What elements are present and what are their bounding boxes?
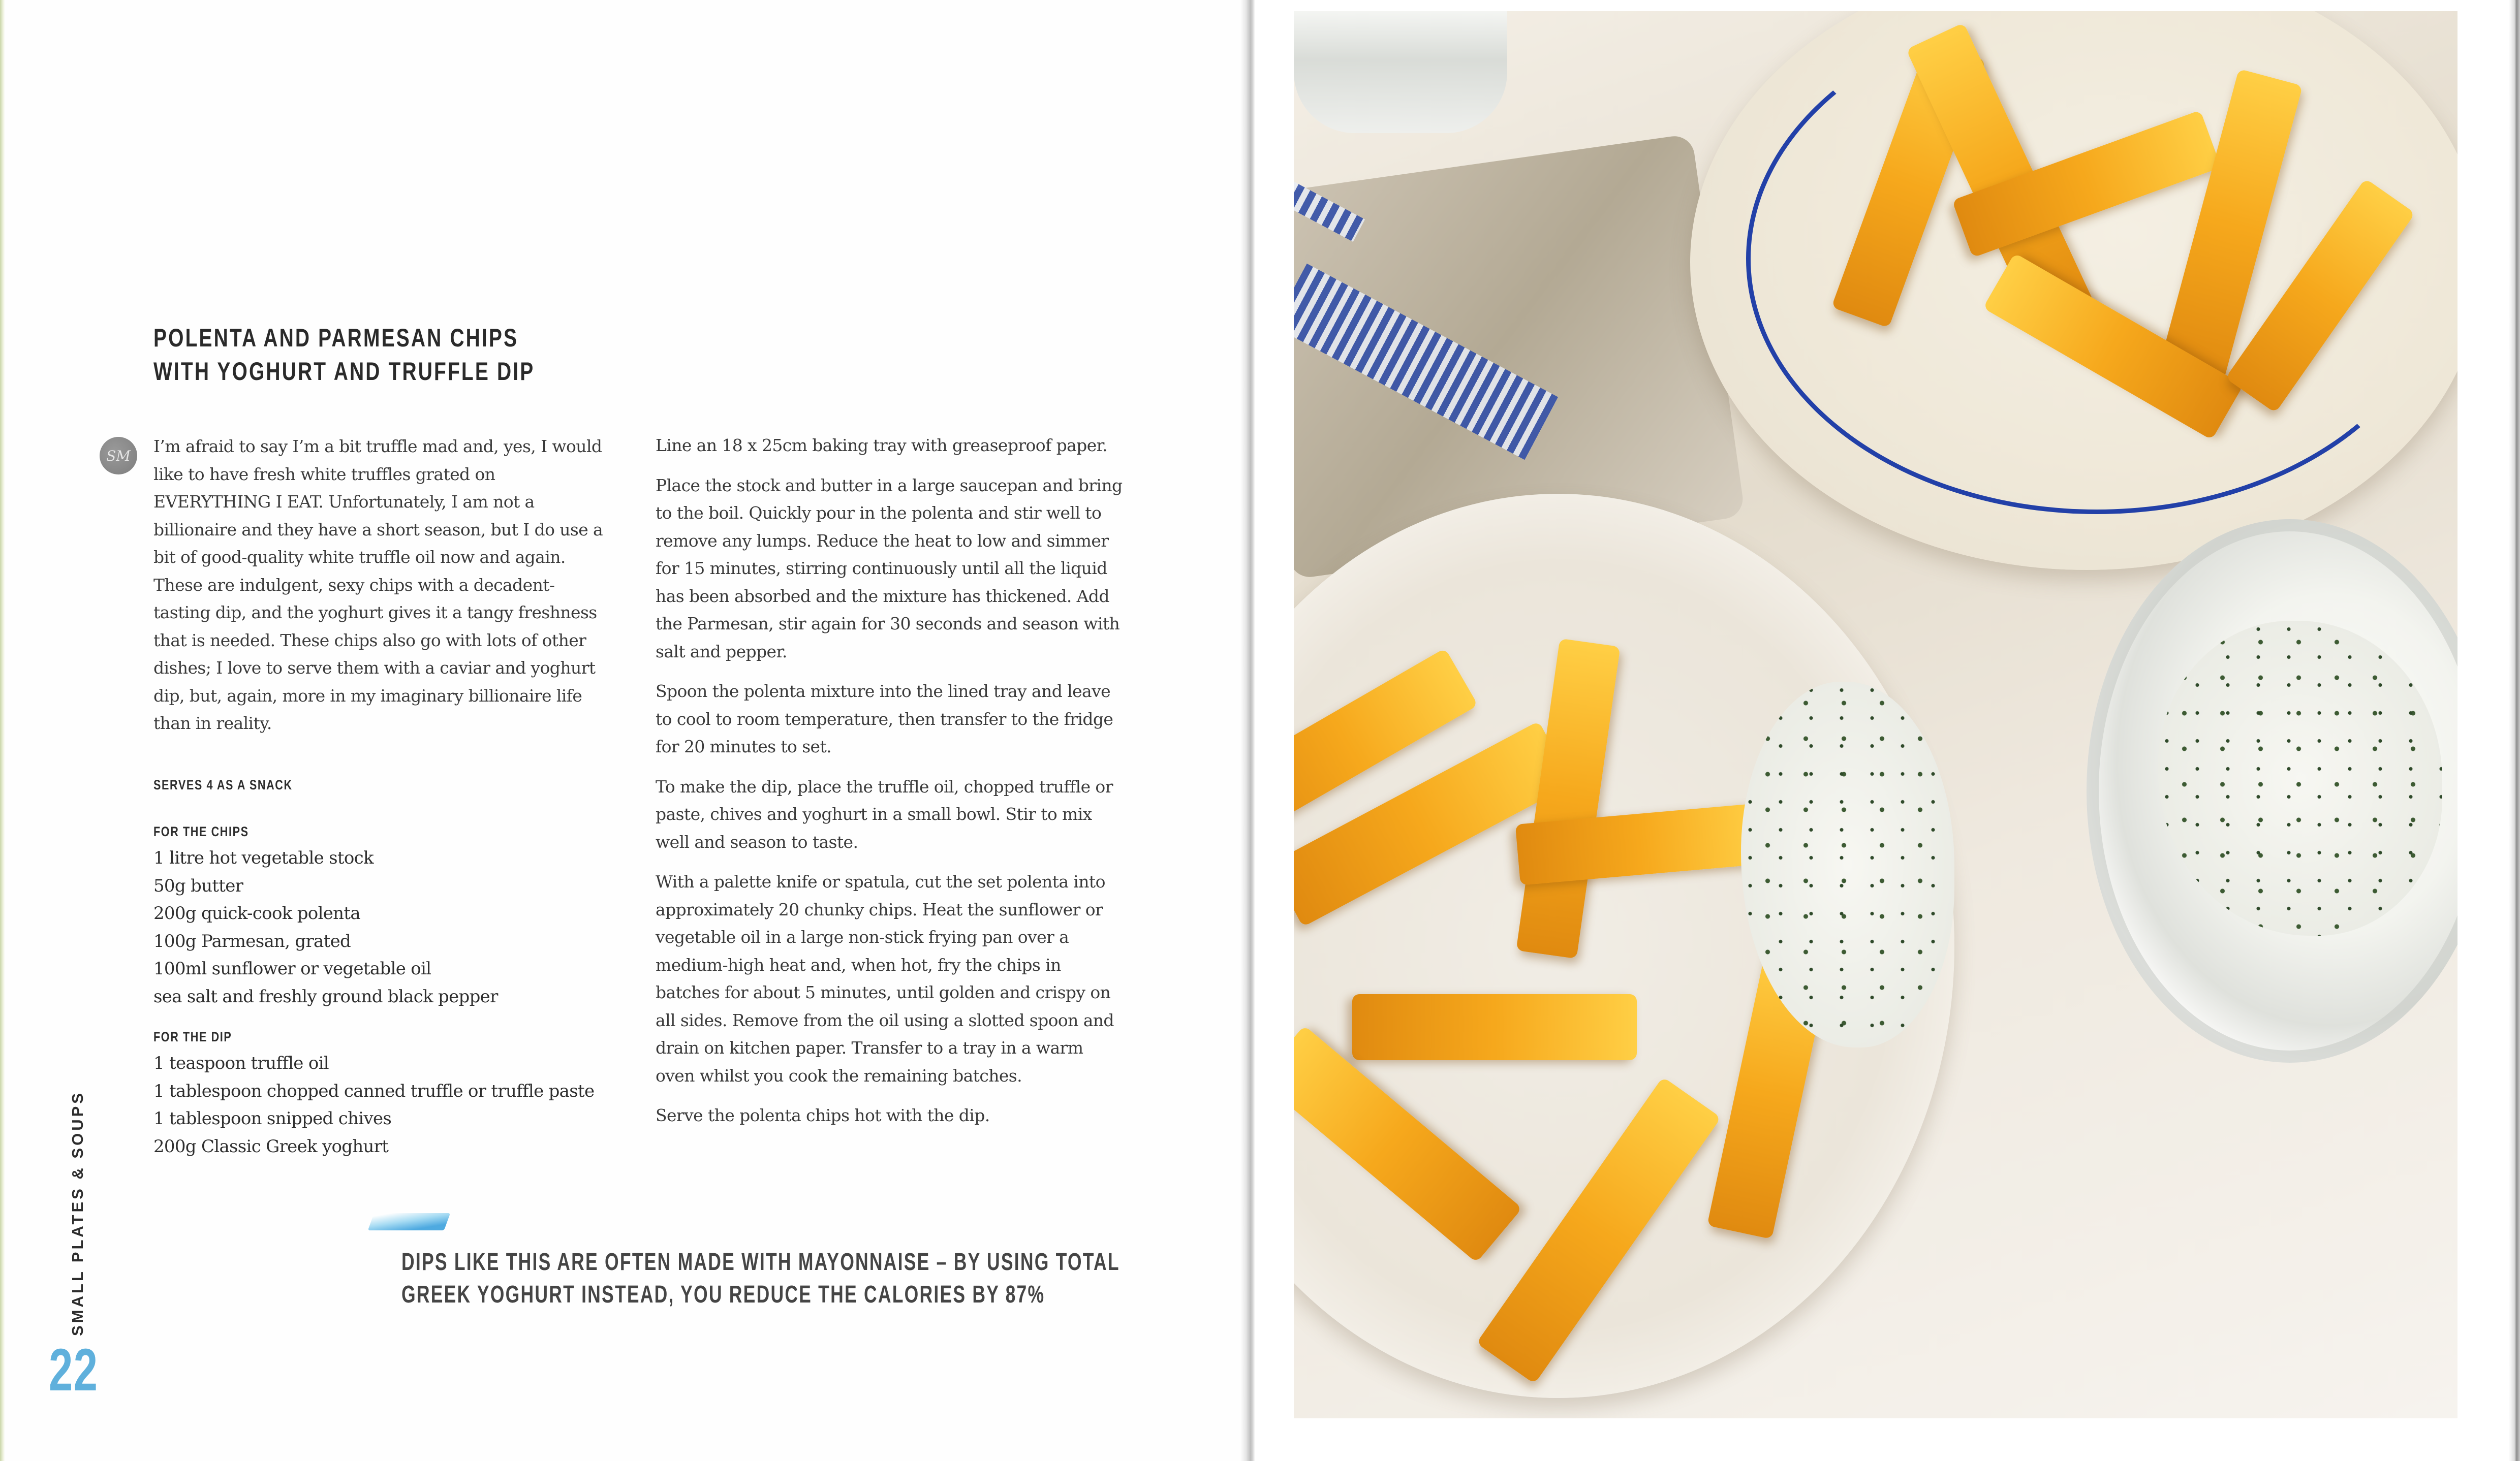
polenta-chip-image — [1352, 994, 1637, 1060]
recipe-title — [153, 321, 535, 388]
ingredients-dip-heading: FOR THE DIP — [153, 1029, 232, 1044]
book-gutter — [1240, 0, 1255, 1461]
method-step: Serve the polenta chips hot with the dip. — [656, 1105, 990, 1125]
author-monogram-icon — [100, 437, 137, 474]
ingredient-item: 200g quick-cook polenta — [153, 903, 360, 924]
servings-label: SERVES 4 AS A SNACK — [153, 777, 293, 792]
left-page — [0, 0, 1242, 1461]
ingredients-chips-list — [153, 844, 498, 1010]
brush-stroke-icon — [368, 1213, 450, 1230]
ingredient-item: 100g Parmesan, grated — [153, 931, 351, 951]
nutrition-tip — [401, 1246, 1120, 1311]
ingredient-item: sea salt and freshly ground black pepper — [153, 986, 498, 1007]
ingredient-item: 100ml sunflower or vegetable oil — [153, 959, 431, 979]
ingredient-item: 1 tablespoon chopped canned truffle or truffle paste — [153, 1081, 595, 1101]
method-step: Place the stock and butter in a large saucepan and bring to the boil. Quickly pour in the polenta and stir well to remove any lumps. Reduce the heat to low and simmer for 15 minutes, stirring continuously until all the liquid has been absorbed and the mixture has thickened. Add the Parmesan, stir again for 30 seconds and season with salt and pepper. — [656, 475, 1123, 661]
title-line-1: POLENTA AND PARMESAN CHIPS — [153, 324, 519, 352]
ingredient-item: 200g Classic Greek yoghurt — [153, 1136, 389, 1157]
page-number: 22 — [49, 1337, 99, 1404]
water-glass-image — [1294, 11, 1507, 133]
page-edge — [0, 0, 5, 1461]
ingredient-item: 50g butter — [153, 875, 243, 896]
method-step: With a palette knife or spatula, cut the set polenta into approximately 20 chunky chips. Heat the sunflower or vegetable oil in a large non-stick frying pan over a medium-high heat and, when hot, fry the chips in batches for about 5 minutes, until golden and crispy on all sides. Remove from the oil using a slotted spoon and drain on kitchen paper. Transfer to a tray in a warm oven whilst you cook the remaining batches. — [656, 872, 1114, 1086]
method-step: To make the dip, place the truffle oil, chopped truffle or paste, chives and yoghurt in a small bowl. Stir to mix well and season to taste. — [656, 776, 1113, 852]
ingredient-item: 1 tablespoon snipped chives — [153, 1108, 392, 1129]
tip-line-2: GREEK YOGHURT INSTEAD, YOU REDUCE THE CALORIES BY 87% — [401, 1281, 1045, 1308]
tip-line-1: DIPS LIKE THIS ARE OFTEN MADE WITH MAYONNAISE – BY USING TOTAL — [401, 1249, 1120, 1276]
ingredients-dip-list — [153, 1050, 594, 1160]
recipe-intro: I’m afraid to say I’m a bit truffle mad and, yes, I would like to have fresh white truffles grated on EVERYTHING I EAT. Unfortunately, I am not a billionaire and they have a short season, but I do use a bit of good-quality white truffle oil now and again. These are indulgent, sexy chips with a decadent-tasting dip, and the yoghurt gives it a tangy freshness that is needed. These chips also go with lots of other dishes; I love to serve them with a caviar and yoghurt dip, but, again, more in my imaginary billionaire life than in reality. — [153, 436, 603, 733]
title-line-2: WITH YOGHURT AND TRUFFLE DIP — [153, 357, 535, 386]
method-step: Spoon the polenta mixture into the lined tray and leave to cool to room temperature, then transfer to the fridge for 20 minutes to set. — [656, 681, 1113, 756]
ingredient-item: 1 teaspoon truffle oil — [153, 1053, 329, 1073]
page-edge — [2509, 0, 2520, 1461]
food-photo — [1294, 11, 2457, 1418]
ingredients-chips-heading: FOR THE CHIPS — [153, 824, 249, 839]
ingredient-item: 1 litre hot vegetable stock — [153, 848, 374, 868]
method-step: Line an 18 x 25cm baking tray with greaseproof paper. — [656, 435, 1108, 455]
chapter-label: SMALL PLATES & SOUPS — [69, 1091, 86, 1336]
author-monogram-text: SM — [106, 447, 131, 464]
method-steps — [656, 432, 1126, 1142]
